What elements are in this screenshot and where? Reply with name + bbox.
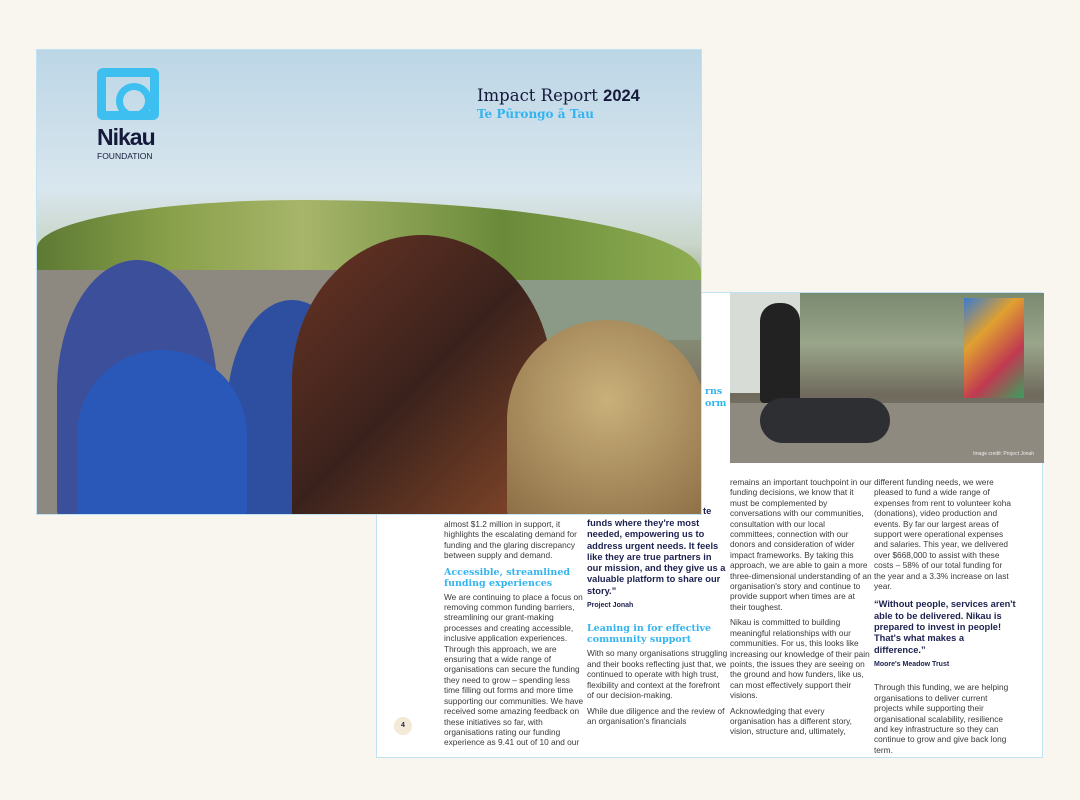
paragraph: While due diligence and the review of an organisation's financials	[587, 705, 725, 726]
paragraph: With so many organisations struggling and their books reflecting just that, we continued to operate with high trust, flexibility and context at the forefront of our decision-making.	[587, 648, 728, 701]
section-heading: Leaning in for effective community support	[587, 623, 712, 646]
paragraph: Acknowledging that every organisation has a different story, vision, structure and, ultimately,	[730, 705, 852, 737]
logo-sub: FOUNDATION	[97, 151, 153, 161]
paragraph: different funding needs, we were pleased to fund a wide range of expenses from rent to volunteer koha (donations), video production and events. By far our largest areas of support were operational expenses and salaries. This year, we delivered over $668,000 to assist with these costs – 58% of our total funding for the year and a 3.3% increase on last year.	[874, 477, 1011, 592]
heading-fragment: rns	[705, 386, 723, 397]
column-3	[730, 477, 872, 742]
quote-attribution: Moore's Meadow Trust	[874, 660, 950, 668]
title-text: Impact Report	[477, 86, 598, 105]
paragraph: We are continuing to place a focus on removing common funding barriers, streamlining our grant-making processes and creating accessible, inclusive application experiences. Through this approach, we are ensuring that a wide range of organisations can secure the funding they need to grow – spending less time filling out forms and more time supporting our communities. We have received some amazing feedback on these initiatives so far, with organisations rating our funding experience as 9.41 out of 10 and our	[444, 591, 584, 748]
quote-fragment: te	[703, 506, 712, 517]
logo-name: Nikau	[97, 124, 155, 150]
paragraph: remains an important touchpoint in our funding decisions, we know that it must be complemented by conversations with our communities, consultation with our local committees, connection with our donors and consideration of wider impact frameworks. By taking this approach, we are able to gain a more three-dimensional understanding of an organisation's story and continue to provide support when times are at their toughest.	[730, 477, 872, 612]
photo-caption: Image credit: Project Jonah	[973, 451, 1034, 457]
column-4	[874, 477, 1016, 760]
column-2	[587, 518, 729, 731]
quote-attribution: Project Jonah	[587, 602, 634, 610]
page-photo	[730, 293, 1044, 463]
pull-quote: “Without people, services aren't able to be delivered. Nikau is prepared to invest in people! That's what makes a difference.”	[874, 599, 1016, 655]
report-title	[477, 86, 640, 106]
paragraph: Through this funding, we are helping organisations to deliver current projects while supporting their organisational scalability, resilience and key infrastructure so they can continue to grow and give back long term.	[874, 682, 1009, 755]
title-year: 2024	[603, 87, 640, 105]
cover-page	[36, 49, 702, 515]
column-1	[444, 519, 586, 753]
report-subtitle: Te Pūrongo ā Tau	[477, 107, 594, 121]
paragraph: Nikau is committed to building meaningful relationships with our communities. For us, this looks like increasing our knowledge of their pain points, the issues they are seeing on the ground and how funders, like us, can most effectively support their visions.	[730, 617, 870, 701]
nikau-logo-icon	[97, 68, 159, 120]
page-number: 4	[394, 717, 412, 735]
heading-fragment: orm	[705, 398, 727, 409]
nikau-logo	[97, 68, 159, 161]
section-heading: Accessible, streamlined funding experiences	[444, 566, 571, 589]
pull-quote: funds where they're most needed, empowering us to address urgent needs. It feels like they are true partners in our mission, and they give us a valuable platform to share our story.”	[587, 518, 726, 596]
paragraph: almost $1.2 million in support, it highlights the escalating demand for funding and the glaring discrepancy between supply and demand.	[444, 519, 577, 561]
